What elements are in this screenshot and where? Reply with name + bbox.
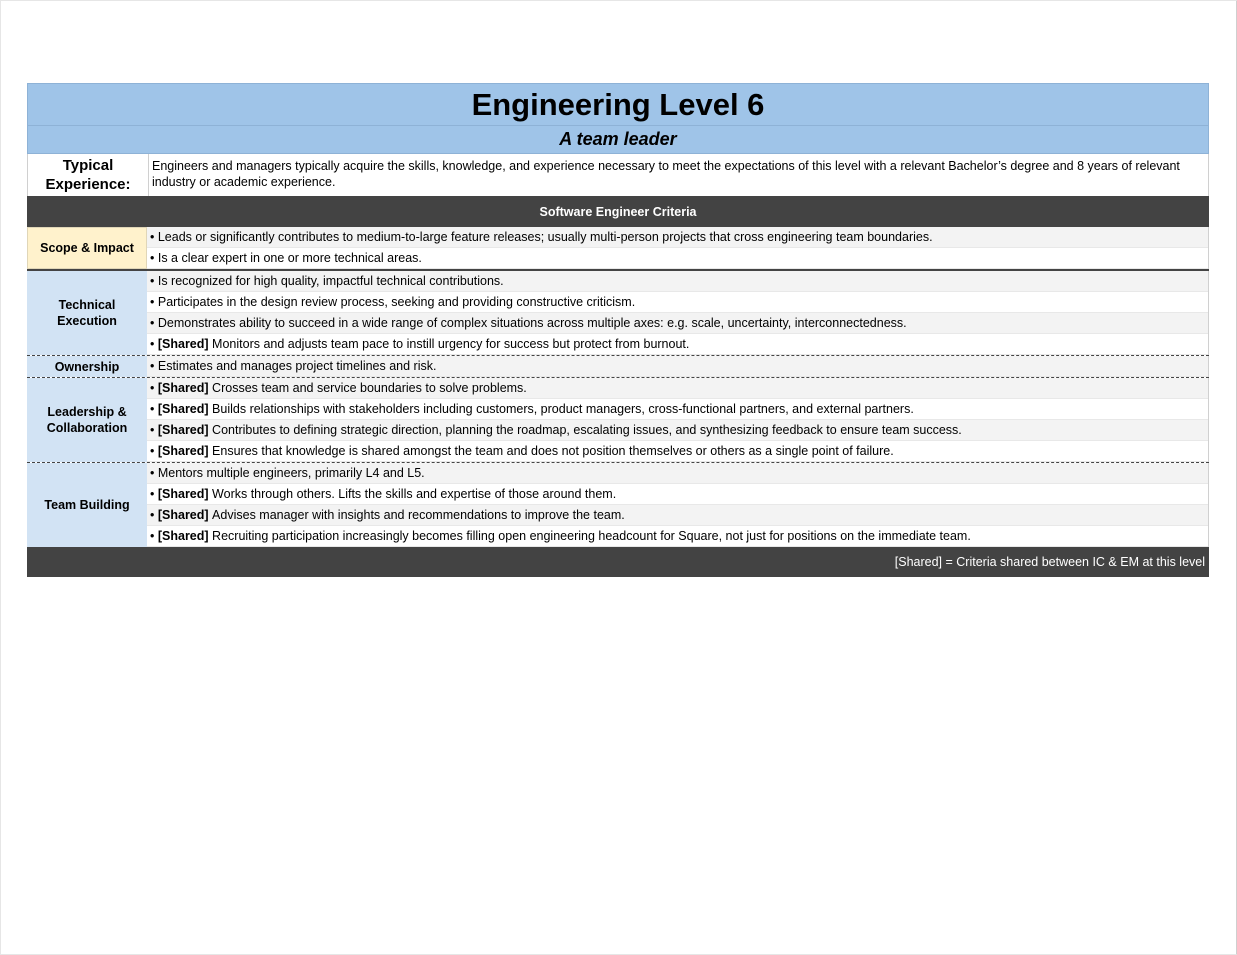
group-label: Leadership & Collaboration: [27, 378, 147, 462]
bullet-icon: •: [150, 402, 158, 416]
group-items: [147, 378, 1209, 462]
experience-row: [27, 154, 1209, 196]
criteria-group: [27, 378, 1209, 463]
criteria-text: Mentors multiple engineers, primarily L4 and L5.: [157, 466, 425, 480]
bullet-icon: •: [150, 466, 158, 480]
criteria-text: Ensures that knowledge is shared amongst the team and does not position themselves or others as a single point of failure.: [212, 444, 894, 458]
bullet-icon: •: [150, 274, 158, 288]
criteria-item: [147, 399, 1208, 420]
criteria-text: Is a clear expert in one or more technical areas.: [157, 251, 422, 265]
criteria-group: [27, 271, 1209, 356]
criteria-text: Recruiting participation increasingly becomes filling open engineering headcount for Square, not just for positions on the immediate team.: [212, 529, 971, 543]
criteria-text: Crosses team and service boundaries to solve problems.: [212, 381, 527, 395]
criteria-item: [147, 271, 1208, 292]
criteria-text: Participates in the design review process, seeking and providing constructive criticism.: [157, 295, 636, 309]
group-items: [147, 463, 1209, 547]
bullet-icon: •: [150, 444, 158, 458]
shared-tag: [Shared]: [157, 508, 209, 522]
criteria-group: [27, 227, 1209, 271]
criteria-item: [147, 313, 1208, 334]
criteria-text: Works through others. Lifts the skills and expertise of those around them.: [212, 487, 617, 501]
group-label: Technical Execution: [27, 271, 147, 355]
shared-tag: [Shared]: [157, 487, 209, 501]
page-title: Engineering Level 6: [27, 83, 1209, 126]
bullet-icon: •: [150, 251, 158, 265]
criteria-item: [147, 484, 1208, 505]
shared-tag: [Shared]: [157, 402, 209, 416]
criteria-text: Demonstrates ability to succeed in a wide range of complex situations across multiple axes: e.g. scale, uncertainty, interconnectedness.: [157, 316, 907, 330]
bullet-icon: •: [150, 487, 158, 501]
level-sheet: [27, 83, 1209, 577]
bullet-icon: •: [150, 337, 158, 351]
shared-tag: [Shared]: [157, 529, 209, 543]
criteria-text: Is recognized for high quality, impactful technical contributions.: [157, 274, 504, 288]
shared-tag: [Shared]: [157, 444, 209, 458]
group-label: Team Building: [27, 463, 147, 547]
shared-tag: [Shared]: [157, 423, 209, 437]
criteria-item: [147, 334, 1208, 355]
bullet-icon: •: [150, 316, 158, 330]
page-subtitle: A team leader: [27, 126, 1209, 154]
bullet-icon: •: [150, 508, 158, 522]
criteria-text: Monitors and adjusts team pace to instill urgency for success but protect from burnout.: [212, 337, 690, 351]
criteria-item: [147, 378, 1208, 399]
group-items: [147, 271, 1209, 355]
criteria-item: [147, 356, 1208, 377]
criteria-item: [147, 463, 1208, 484]
criteria-group: [27, 463, 1209, 547]
group-label: Ownership: [27, 356, 147, 377]
criteria-text: Leads or significantly contributes to medium-to-large feature releases; usually multi-person projects that cross engineering team boundaries.: [157, 230, 933, 244]
criteria-item: [147, 420, 1208, 441]
shared-tag: [Shared]: [157, 337, 209, 351]
bullet-icon: •: [150, 423, 158, 437]
criteria-groups: [27, 227, 1209, 547]
criteria-header: Software Engineer Criteria: [27, 196, 1209, 227]
criteria-item: [147, 248, 1208, 269]
criteria-item: [147, 526, 1208, 547]
bullet-icon: •: [150, 295, 158, 309]
experience-label: Typical Experience:: [28, 154, 149, 196]
group-items: [147, 356, 1209, 377]
group-label: Scope & Impact: [27, 227, 147, 269]
shared-tag: [Shared]: [157, 381, 209, 395]
criteria-group: [27, 356, 1209, 378]
criteria-item: [147, 441, 1208, 462]
criteria-item: [147, 292, 1208, 313]
bullet-icon: •: [150, 529, 158, 543]
bullet-icon: •: [150, 359, 158, 373]
criteria-text: Builds relationships with stakeholders including customers, product managers, cross-functional partners, and external partners.: [212, 402, 914, 416]
criteria-item: [147, 505, 1208, 526]
bullet-icon: •: [150, 381, 158, 395]
experience-text: Engineers and managers typically acquire the skills, knowledge, and experience necessary to meet the expectations of this level with a relevant Bachelor’s degree and 8 years of relevant industry or academic experience.: [152, 159, 1180, 189]
group-items: [147, 227, 1209, 269]
criteria-text: Contributes to defining strategic direction, planning the roadmap, escalating issues, and synthesizing feedback to ensure team success.: [212, 423, 962, 437]
criteria-item: [147, 227, 1208, 248]
shared-legend: [Shared] = Criteria shared between IC & EM at this level: [27, 547, 1209, 577]
bullet-icon: •: [150, 230, 158, 244]
criteria-text: Advises manager with insights and recommendations to improve the team.: [212, 508, 625, 522]
criteria-text: Estimates and manages project timelines and risk.: [157, 359, 437, 373]
